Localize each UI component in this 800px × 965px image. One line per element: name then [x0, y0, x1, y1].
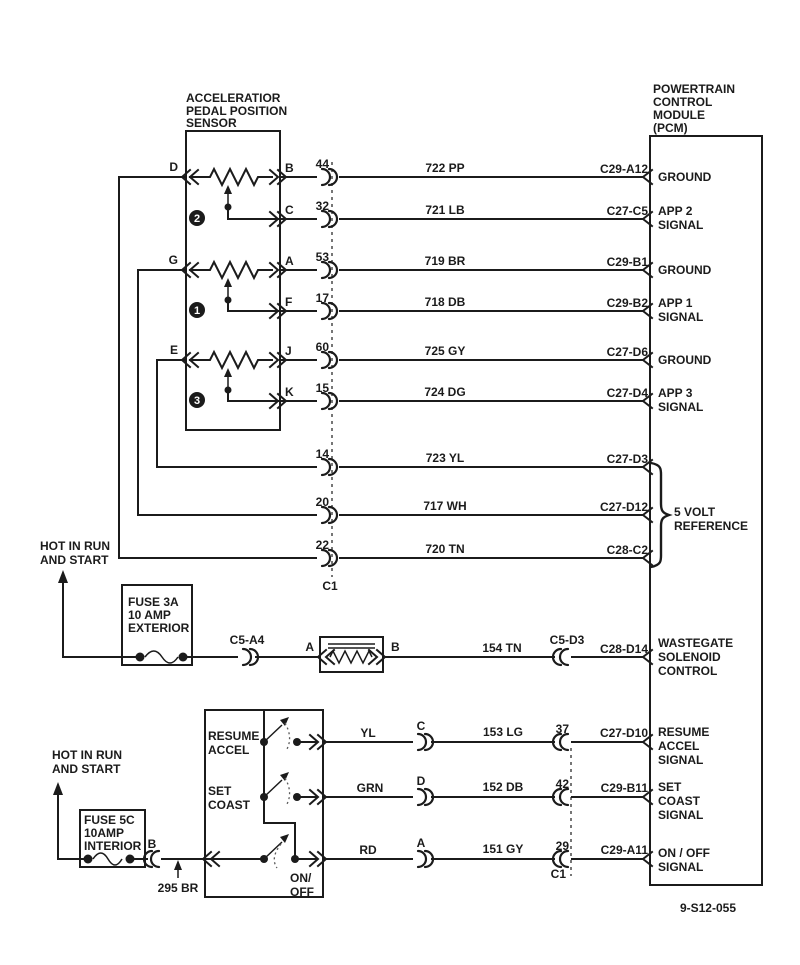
pcm-pin-label: APP 2 — [658, 204, 693, 218]
fuse-label: 10 AMP — [128, 608, 171, 622]
switch-travel-arc-icon — [285, 723, 290, 749]
wire-label: 151 GY — [482, 842, 524, 856]
pcm-pin-label: SIGNAL — [658, 218, 704, 232]
sensor-pin-letter: B — [285, 161, 294, 175]
pcm-pin-label: SIGNAL — [658, 753, 704, 767]
pin-number: 14 — [315, 447, 329, 461]
hot-label: AND START — [40, 553, 109, 567]
pcm-pin-label: ACCEL — [658, 739, 700, 753]
pin-number: 60 — [315, 340, 329, 354]
pcm-pin-label: SIGNAL — [658, 400, 704, 414]
pcm-pin-label: SOLENOID — [658, 650, 721, 664]
pot-number: 3 — [193, 395, 201, 407]
pcm-pin-label: GROUND — [658, 353, 712, 367]
switch-label: SET — [208, 784, 232, 798]
solenoid-pin-letter: B — [391, 640, 400, 654]
sensor-title-line3: SENSOR — [186, 116, 237, 130]
sensor-title-line2: PEDAL POSITION — [186, 104, 288, 118]
wiper-arrow-icon — [224, 368, 232, 377]
wire-label: 722 PP — [425, 161, 465, 175]
inline-connector-icon — [553, 734, 568, 750]
on-off-switch — [260, 834, 326, 899]
sensor-title — [186, 91, 287, 130]
potentiometer-1 — [169, 253, 294, 318]
wire-295-callout — [158, 860, 199, 895]
connector-pin-letter: B — [147, 837, 157, 851]
pin-number: 15 — [315, 381, 329, 395]
connector-label: C29-B1 — [606, 255, 648, 269]
power-feed-arrow-icon — [53, 782, 63, 795]
connector-label: C5-D3 — [549, 633, 585, 647]
switch-blade-icon — [264, 780, 282, 797]
pin-number: 42 — [555, 777, 569, 791]
hot-label: AND START — [52, 762, 121, 776]
wire-label: 724 DG — [424, 385, 466, 399]
connector-label: C28-C2 — [606, 543, 648, 557]
wire-color-label: GRN — [356, 781, 384, 795]
pcm-pin-label: WASTEGATE — [658, 636, 734, 650]
connector-c1-label: C1 — [550, 867, 566, 881]
resistor-icon — [190, 262, 272, 278]
connector-pin-letter: C — [416, 719, 426, 733]
fuse-label: INTERIOR — [84, 839, 142, 853]
pin-number: 20 — [315, 495, 329, 509]
power-feed-arrow-icon — [58, 570, 68, 583]
pcm-pin-label: SIGNAL — [658, 310, 704, 324]
pcm-title-line2: CONTROL — [653, 95, 713, 109]
connector-label: C27-D12 — [599, 500, 648, 514]
wire-label: 154 TN — [482, 641, 522, 655]
switch-label: RESUME — [208, 729, 260, 743]
switch-blade-icon — [264, 725, 282, 742]
wire-label: 295 BR — [157, 881, 199, 895]
set-coast-switch — [208, 772, 326, 812]
inline-connector-icon — [322, 303, 337, 319]
wire-color-label: YL — [360, 726, 376, 740]
pcm-pin-label: SIGNAL — [658, 860, 704, 874]
connector-label: C27-D6 — [606, 345, 648, 359]
pcm-pin-label: RESUME — [658, 725, 710, 739]
wire-label: 725 GY — [424, 344, 466, 358]
wire-label: 717 WH — [423, 499, 467, 513]
fuse-label: EXTERIOR — [128, 621, 190, 635]
connector-label: C27-C5 — [606, 204, 648, 218]
pin-number: 37 — [555, 722, 569, 736]
sensor-pin-letter: A — [285, 254, 294, 268]
sensor-pin-letter: C — [285, 203, 294, 217]
resistor-icon — [190, 352, 272, 368]
sensor-pin-letter: J — [285, 344, 292, 358]
inline-connector-icon — [418, 789, 433, 805]
sensor-pin-letter: K — [285, 385, 294, 399]
wire-label: 718 DB — [424, 295, 466, 309]
wire-row — [280, 157, 712, 185]
switch-label: ACCEL — [208, 743, 250, 757]
connector-pin-letter: A — [416, 836, 426, 850]
pcm-title — [653, 82, 735, 135]
wire-row — [280, 199, 703, 232]
wire-row — [280, 291, 703, 324]
resistor-icon — [190, 169, 272, 185]
wire-label: 153 LG — [482, 725, 524, 739]
sensor-pin-letter: G — [168, 253, 178, 267]
fuse-label: 10AMP — [84, 826, 125, 840]
connector-label: C29-A12 — [599, 162, 648, 176]
cruise-wire-row — [324, 719, 709, 767]
pcm-pin-label: GROUND — [658, 170, 712, 184]
sensor-pin-letter: E — [169, 343, 178, 357]
potentiometer-3 — [170, 343, 294, 408]
wire-label: 152 DB — [482, 780, 524, 794]
pin-number: 29 — [555, 839, 569, 853]
cruise-switch-assembly — [203, 710, 326, 899]
wire-row — [280, 381, 703, 414]
pcm-pin-label: APP 3 — [658, 386, 693, 400]
pcm-pin-label: ON / OFF — [658, 846, 710, 860]
five-volt-reference-group — [651, 463, 748, 567]
inline-connector-icon — [322, 169, 337, 185]
wire-row — [316, 538, 652, 566]
connector-label: C28-D14 — [599, 642, 648, 656]
inline-connector-icon — [322, 393, 337, 409]
inline-connector-icon — [322, 262, 337, 278]
pin-number: 44 — [315, 157, 329, 171]
inline-connector-icon — [418, 851, 433, 867]
document-number: 9-S12-055 — [679, 901, 736, 915]
connector-label: C29-B11 — [600, 781, 648, 795]
fuse-element-icon — [93, 853, 122, 865]
five-volt-label: REFERENCE — [674, 519, 749, 533]
sensor-pin-letter: D — [169, 160, 178, 174]
pcm-pin-label: GROUND — [658, 263, 712, 277]
wire-row — [280, 250, 712, 278]
connector-label: C27-D3 — [606, 452, 648, 466]
hot-label: HOT IN RUN — [40, 539, 110, 553]
pcm-pin-label: APP 1 — [658, 296, 693, 310]
pot-number: 2 — [193, 213, 201, 225]
switch-common-bus — [264, 710, 295, 859]
wire-label: 723 YL — [425, 451, 465, 465]
pcm-pin-label: SET — [658, 780, 682, 794]
inline-connector-icon — [322, 459, 337, 475]
wire-row — [316, 447, 652, 475]
wire-label: 719 BR — [424, 254, 466, 268]
switch-label: COAST — [208, 798, 250, 812]
wire-label: 720 TN — [425, 542, 465, 556]
fuse-label: FUSE 5C — [84, 813, 135, 827]
wiper-arrow-icon — [224, 278, 232, 287]
callout-arrow-icon — [174, 860, 182, 870]
wire-e-loop — [157, 360, 316, 467]
inline-connector-icon — [322, 550, 337, 566]
sensor-pin-letter: F — [285, 295, 293, 309]
sensor-title-line1: ACCELERATIOR — [186, 91, 281, 105]
solenoid-pin-letter: A — [305, 640, 314, 654]
connector-label: C29-A11 — [600, 843, 648, 857]
inline-connector-icon — [322, 211, 337, 227]
pin-number: 53 — [315, 250, 329, 264]
cruise-wire-row — [324, 774, 703, 822]
wire-d-loop — [119, 177, 316, 558]
inline-connector-icon — [322, 507, 337, 523]
wire-row — [280, 340, 712, 368]
connector-label: C27-D4 — [606, 386, 648, 400]
switch-blade-icon — [264, 842, 282, 859]
switch-travel-arc-icon — [285, 778, 290, 804]
connector-c1-label: C1 — [322, 579, 338, 593]
pcm-title-line1: POWERTRAIN — [653, 82, 735, 96]
potentiometer-2 — [169, 160, 294, 226]
wire-label: 721 LB — [425, 203, 465, 217]
resume-accel-switch — [208, 717, 326, 757]
pcm-pin-label: CONTROL — [658, 664, 718, 678]
inline-connector-icon — [553, 649, 568, 665]
switch-label: OFF — [290, 885, 314, 899]
inline-connector-icon — [553, 789, 568, 805]
pin-number: 32 — [315, 199, 329, 213]
coil-core-icon — [328, 644, 375, 648]
pcm-pin-label: COAST — [658, 794, 700, 808]
inline-connector-icon — [322, 352, 337, 368]
connector-label: C5-A4 — [229, 633, 265, 647]
connector-label: C29-B2 — [606, 296, 648, 310]
pcm-title-line4: (PCM) — [653, 121, 688, 135]
pcm-title-line3: MODULE — [653, 108, 705, 122]
wastegate-circuit — [63, 633, 733, 678]
brace-icon — [651, 463, 669, 567]
fuse-element-icon — [145, 651, 178, 663]
fuse-3a — [122, 585, 192, 665]
hot-label: HOT IN RUN — [52, 748, 122, 762]
connector-pin-letter: D — [416, 774, 426, 788]
inline-connector-icon — [553, 851, 568, 867]
pot-number: 1 — [193, 305, 201, 317]
cruise-wire-row — [324, 836, 710, 874]
pin-number: 17 — [315, 291, 329, 305]
wiper-arrow-icon — [224, 185, 232, 194]
connector-label: C27-D10 — [599, 726, 648, 740]
hot-in-run-feed-1 — [40, 539, 110, 657]
wire-row — [316, 495, 652, 523]
wire-color-label: RD — [359, 843, 377, 857]
resistor-icon — [330, 651, 372, 663]
pcm-pin-label: SIGNAL — [658, 808, 704, 822]
switch-label: ON/ — [290, 871, 312, 885]
pin-number: 22 — [315, 538, 329, 552]
fuse-label: FUSE 3A — [128, 595, 179, 609]
inline-connector-icon — [418, 734, 433, 750]
five-volt-label: 5 VOLT — [674, 505, 716, 519]
